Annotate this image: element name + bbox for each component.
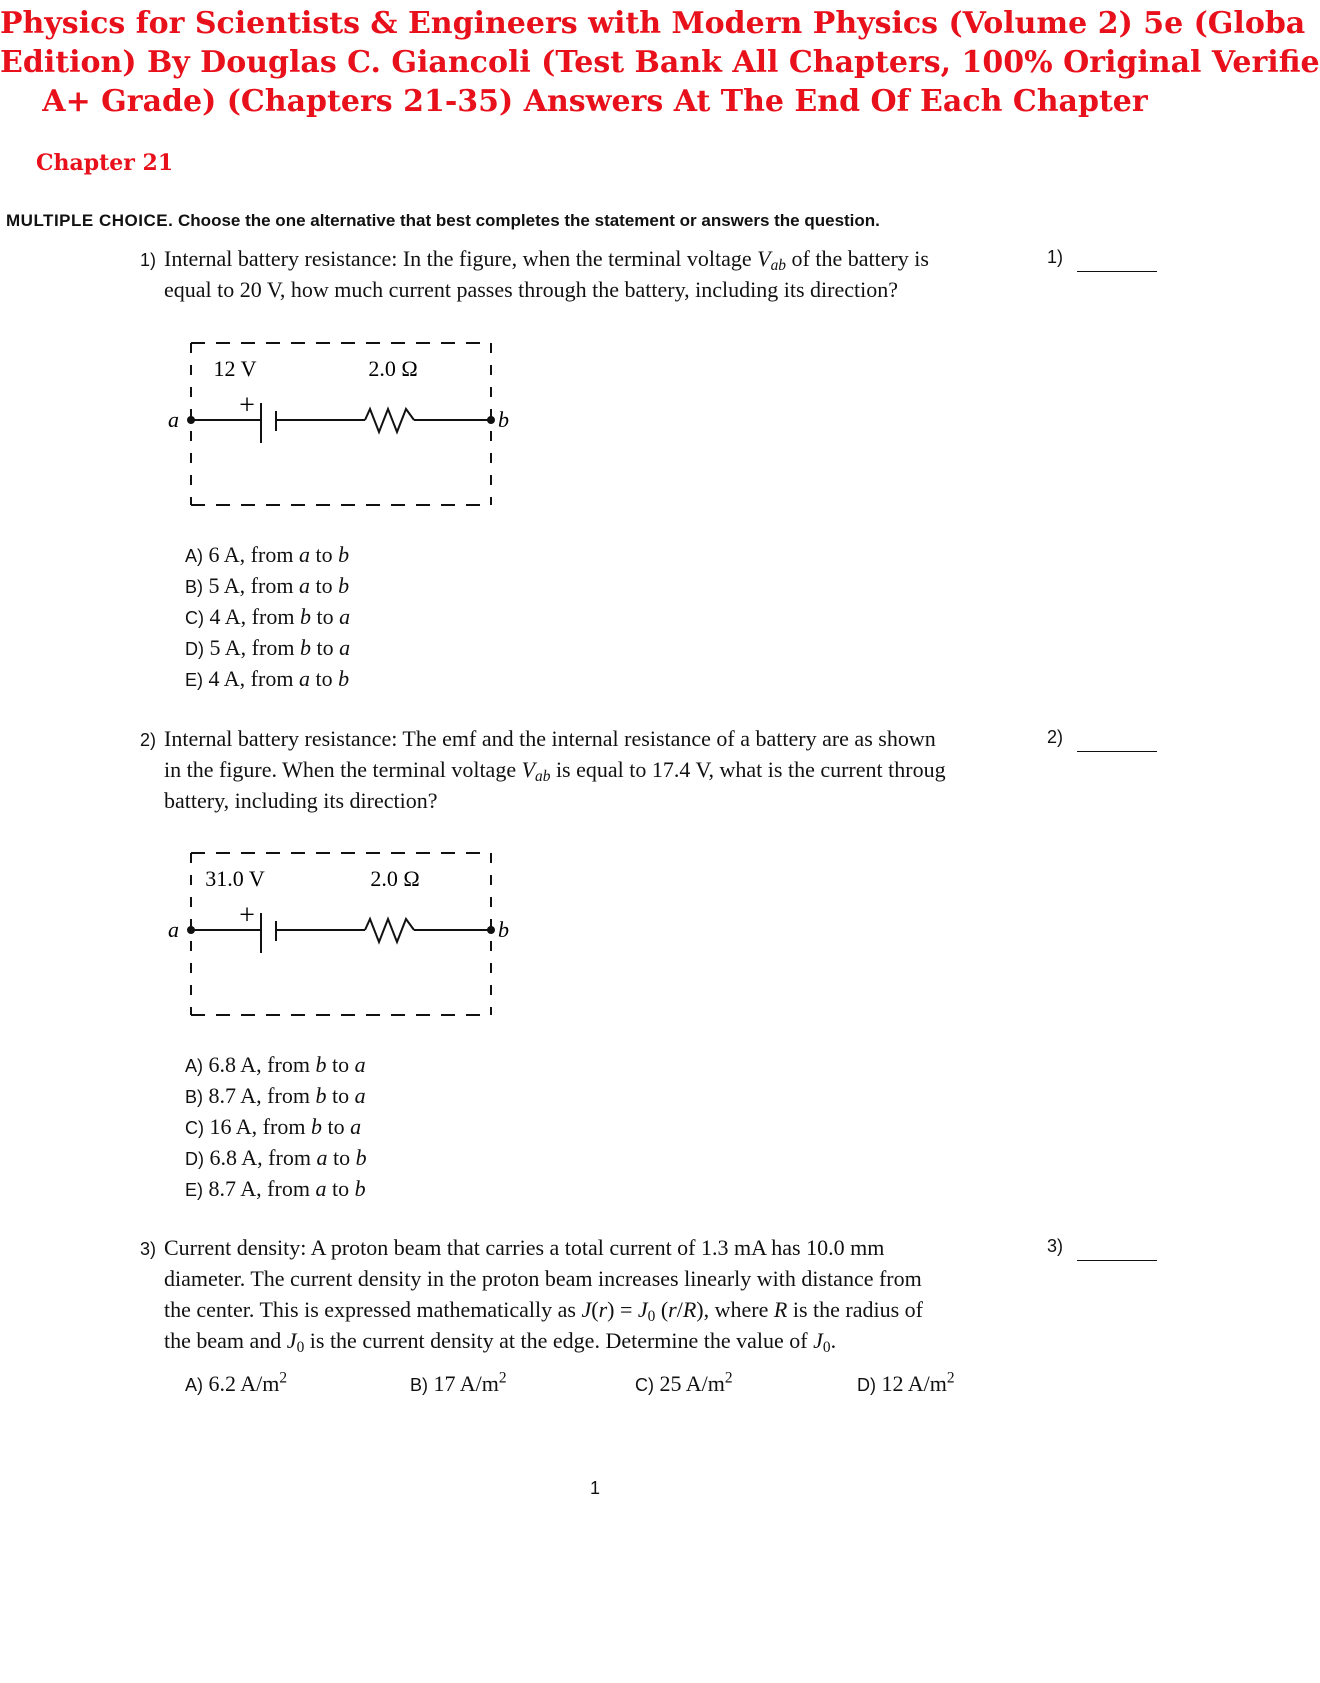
answer-blank[interactable] [1077,751,1157,752]
question-number: 3) [140,1239,157,1259]
document-title [0,4,1320,121]
question-line: diameter. The current density in the proton beam increases linearly with distance from [164,1266,922,1291]
answer-choice[interactable]: B) 8.7 A, from b to a [185,1083,366,1108]
choices-q2 [185,1050,367,1205]
question-line: in the figure. When the terminal voltage $V_{ab}$ is equal to 17.4 V, what is the current throug [164,757,946,785]
answer-choice[interactable]: D) 6.8 A, from a to b [185,1145,367,1170]
answer-choice[interactable]: A) 6.8 A, from b to a [185,1052,366,1077]
title-line: Edition) By Douglas C. Giancoli (Test Bank All Chapters, 100% Original Verifie [0,45,1320,80]
answer-choice[interactable]: B) 17 $A/m^2$ [410,1369,507,1396]
chapter-heading: Chapter 21 [36,150,174,176]
section-label: MULTIPLE CHOICE. [6,211,174,230]
resistance-label: 2.0 Ω [370,866,420,891]
answer-choice[interactable]: E) 8.7 A, from a to b [185,1176,366,1201]
answer-choice[interactable]: A) 6 A, from a to b [185,542,350,567]
resistance-label: 2.0 Ω [368,356,418,381]
node-a-dot [187,926,195,934]
answer-blank[interactable] [1077,1260,1157,1261]
question-text [164,243,929,305]
answer-blank[interactable] [1077,271,1157,272]
answer-number: 1) [1047,247,1064,267]
circuit-diagram [160,845,509,1025]
node-a-label: a [168,407,179,432]
emf-label: 31.0 V [205,866,265,891]
emf-label: 12 V [213,356,257,381]
question-number: 2) [140,730,157,750]
node-b-dot [487,926,495,934]
question-line: Internal battery resistance: In the figure, when the terminal voltage $V_{ab}$ of the battery is [164,246,929,274]
answer-choice[interactable]: D) 12 $A/m^2$ [857,1369,955,1396]
node-b-label: b [498,407,509,432]
circuit-diagram [160,335,509,515]
node-a-dot [187,416,195,424]
answer-choice[interactable]: C) 25 $A/m^2$ [635,1369,733,1396]
answer-choice[interactable]: A) 6.2 $A/m^2$ [185,1369,288,1396]
question-3 [140,1232,923,1356]
node-b-dot [487,416,495,424]
question-line: equal to 20 V, how much current passes through the battery, including its direction? [164,277,898,302]
question-line: Current density: A proton beam that carries a total current of 1.3 mA has 10.0 mm [164,1235,885,1260]
instructions [6,211,880,231]
question-text [164,1232,923,1356]
node-b-label: b [498,917,509,942]
question-number: 1) [140,250,157,270]
question-line: the center. This is expressed mathematically as $J(r) = J_0$ (r/R), where R is the radius of [164,1297,923,1325]
question-line: the beam and $J_0$ is the current density at the edge. Determine the value of $J_0$. [164,1328,837,1356]
answer-number: 3) [1047,1236,1064,1256]
instructions-text: Choose the one alternative that best completes the statement or answers the question. [173,211,880,230]
answer-choice[interactable]: D) 5 A, from b to a [185,635,351,660]
question-line: battery, including its direction? [164,788,438,813]
title-line: Physics for Scientists & Engineers with Modern Physics (Volume 2) 5e (Globa [0,6,1306,41]
answer-choice[interactable]: B) 5 A, from a to b [185,573,350,598]
title-line: A+ Grade) (Chapters 21-35) Answers At The End Of Each Chapter [42,84,1148,119]
resistor-icon [365,919,414,942]
answer-choice[interactable]: C) 4 A, from b to a [185,604,351,629]
plus-sign: + [239,900,255,931]
choices-q1 [185,540,350,695]
resistor-icon [365,409,414,432]
question-2 [140,723,946,813]
answer-number: 2) [1047,727,1064,747]
plus-sign: + [239,390,255,421]
node-a-label: a [168,917,179,942]
question-1 [140,243,929,302]
question-line: Internal battery resistance: The emf and the internal resistance of a battery are as shown [164,726,936,751]
question-text [164,723,1030,816]
answer-choice[interactable]: E) 4 A, from a to b [185,666,350,691]
answer-choice[interactable]: C) 16 A, from b to a [185,1114,362,1139]
page-number: 1 [589,1478,600,1498]
